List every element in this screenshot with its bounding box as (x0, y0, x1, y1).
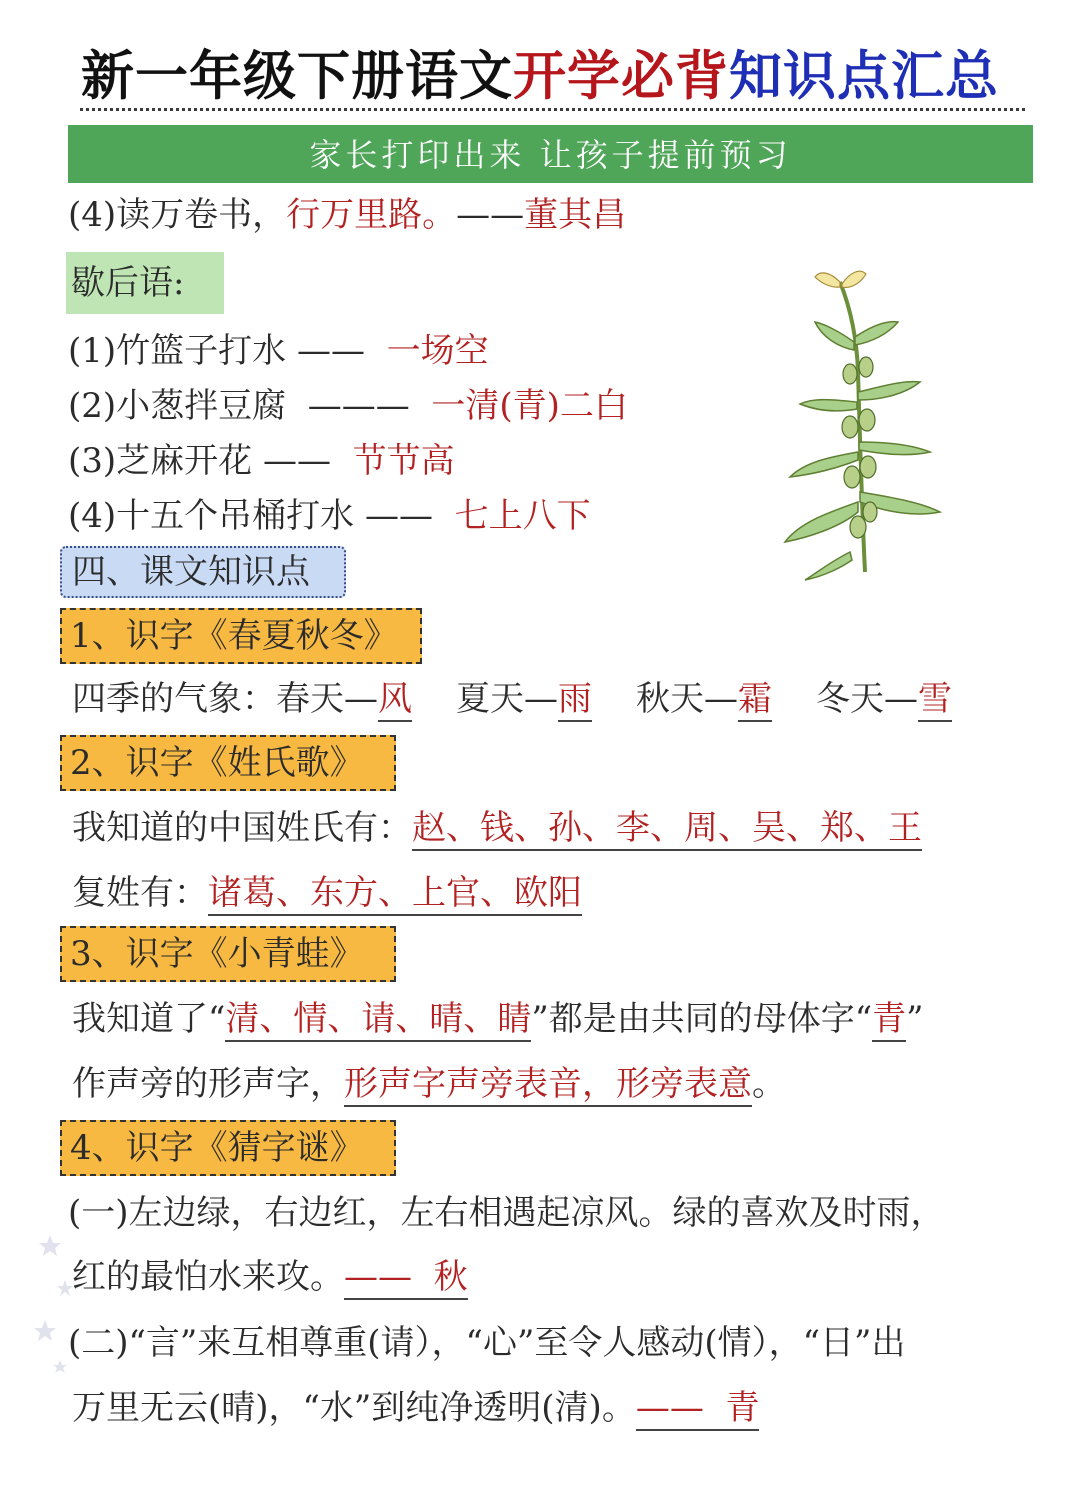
riddle1-answer (344, 1257, 468, 1300)
text: ”都是由共同的母体字“ (531, 999, 873, 1039)
xiehouyu-item (68, 438, 455, 484)
xiehouyu-answer: 节节高 (352, 441, 455, 481)
season-label: 夏天— (456, 679, 558, 719)
text: 万里无云(晴)，“水”到纯净透明(清)。 (72, 1388, 636, 1428)
text: 作声旁的形声字， (72, 1064, 344, 1104)
xiehouyu-dash: ——— (307, 386, 410, 426)
season-label: 冬天— (816, 679, 918, 719)
lesson1-label: 四季的气象： (72, 679, 276, 719)
lesson3-line1 (72, 996, 924, 1042)
lesson1-heading: 1、识字《春夏秋冬》 (60, 608, 422, 664)
answer: 形声字声旁表音，形旁表意 (344, 1064, 752, 1107)
season-label: 秋天— (636, 679, 738, 719)
text: 我知道了“ (72, 999, 226, 1039)
xiehouyu-left: (4)十五个吊桶打水 (68, 496, 355, 536)
xiehouyu-item (68, 383, 628, 429)
xiehouyu-left: (1)竹篮子打水 (68, 331, 287, 371)
subtitle-banner: 家长打印出来 让孩子提前预习 (68, 125, 1033, 183)
dash: —— (344, 1257, 412, 1297)
surname-label: 我知道的中国姓氏有： (72, 808, 412, 848)
xiehouyu-answer: 一场空 (386, 331, 489, 371)
xiehouyu-answer: 七上八下 (454, 496, 591, 536)
riddle1-line1: (一)左边绿，右边红，左右相遇起凉风。绿的喜欢及时雨， (68, 1193, 945, 1233)
riddle2-answer (636, 1388, 760, 1431)
riddle2-line2 (72, 1385, 759, 1431)
quote-author: 董其昌 (524, 195, 627, 235)
quote-dash: —— (456, 195, 525, 235)
lesson3-heading: 3、识字《小青蛙》 (60, 926, 396, 982)
answer: 清、情、请、晴、睛 (225, 999, 531, 1042)
answer: 秋 (433, 1257, 468, 1297)
xiehouyu-answer: 一清(青)二白 (431, 386, 628, 426)
lesson2-heading: 2、识字《姓氏歌》 (60, 735, 396, 791)
surname-answer: 赵、钱、孙、李、周、吴、郑、王 (412, 808, 922, 851)
plant-illustration (770, 262, 950, 582)
xiehouyu-dash: —— (364, 496, 433, 536)
season-label: 春天— (276, 679, 378, 719)
quote-highlight: 行万里路。 (286, 195, 457, 235)
title-part-1: 新一年级下册语文 (81, 46, 513, 107)
lesson2-line2 (72, 870, 582, 916)
text: 红的最怕水来攻。 (72, 1257, 344, 1297)
xiehouyu-left: (2)小葱拌豆腐 (68, 386, 287, 426)
text: 。 (752, 1064, 786, 1104)
title-part-2: 开学必背 (513, 46, 729, 107)
season-answer: 雨 (558, 679, 592, 722)
quote-line (68, 192, 626, 238)
xiehouyu-item (68, 328, 489, 374)
xiehouyu-heading: 歇后语: (66, 252, 224, 314)
text: ” (906, 999, 924, 1039)
answer: 青 (872, 999, 906, 1042)
lesson2-line1 (72, 805, 922, 851)
lesson1-line (72, 676, 952, 722)
xiehouyu-dash: —— (262, 441, 331, 481)
season-answer: 风 (378, 679, 412, 722)
title-part-3: 知识点汇总 (729, 46, 999, 107)
xiehouyu-item (68, 493, 591, 539)
riddle2-line1: (二)“言”来互相尊重(请），“心”至令人感动(情），“日”出 (68, 1323, 906, 1363)
season-answer: 霜 (738, 679, 772, 722)
season-answer: 雪 (918, 679, 952, 722)
quote-prefix: (4)读万卷书， (68, 195, 287, 235)
section-heading: 四、课文知识点 (60, 546, 346, 598)
page-title (0, 42, 1080, 112)
title-underline (80, 108, 1025, 111)
decorative-stars-icon (30, 1225, 90, 1385)
riddle1-line2 (72, 1254, 468, 1300)
lesson3-line2 (72, 1061, 786, 1107)
xiehouyu-dash: —— (296, 331, 365, 371)
compound-surname-label: 复姓有： (72, 873, 208, 913)
dash: —— (635, 1388, 704, 1428)
lesson4-heading: 4、识字《猜字谜》 (60, 1120, 396, 1176)
compound-surname-answer: 诸葛、东方、上官、欧阳 (208, 873, 582, 916)
answer: 青 (725, 1388, 760, 1428)
xiehouyu-left: (3)芝麻开花 (68, 441, 253, 481)
